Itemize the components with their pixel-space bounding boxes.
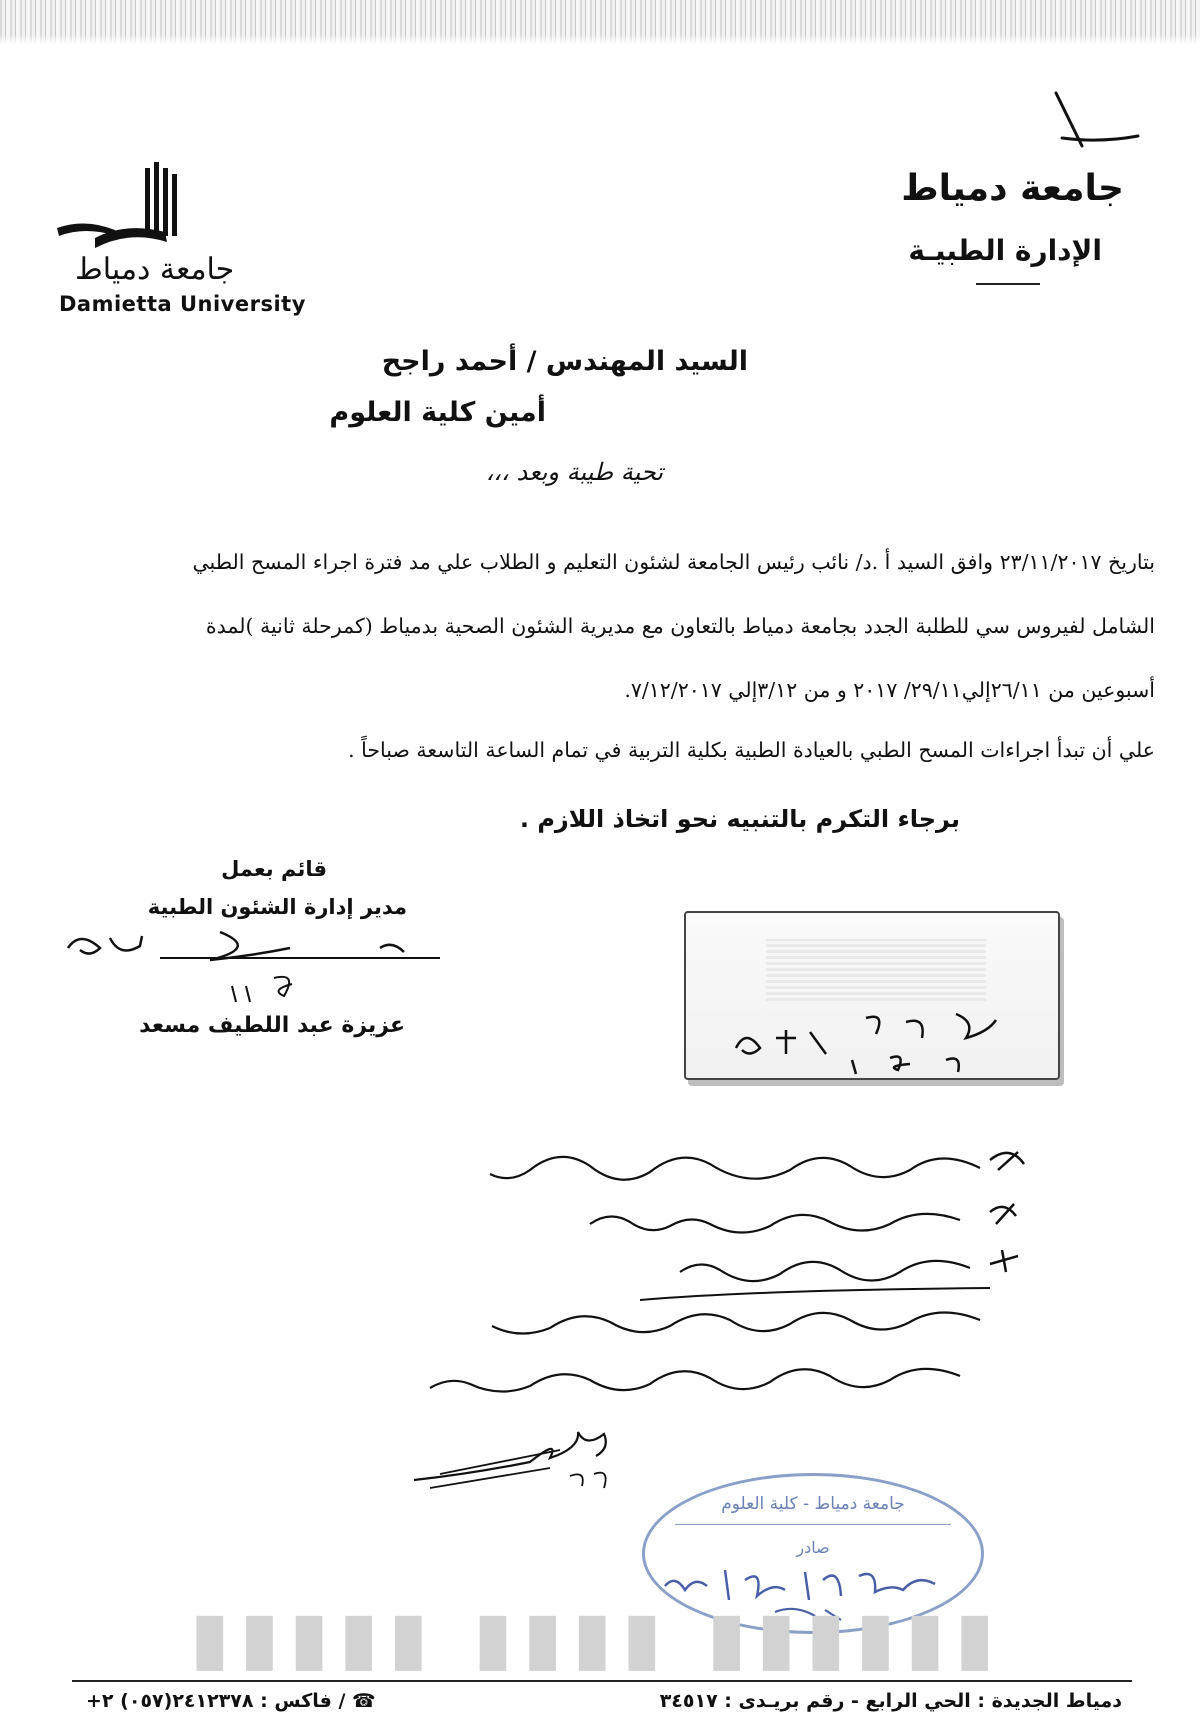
university-heading: جامعة دمياط xyxy=(901,168,1124,209)
department-underline xyxy=(976,283,1040,285)
watermark: ▮▮▮▮▮ ▮▮▮▮ ▮▮▮▮▮▮ xyxy=(190,1595,1005,1679)
handwritten-signature xyxy=(60,918,420,1008)
body-line-start-time: علي أن تبدأ اجراءات المسح الطبي بالعيادة الطبية بكلية التربية في تمام الساعة التاسعة صباحاً . xyxy=(348,738,1155,762)
signature-title: مدير إدارة الشئون الطبية xyxy=(147,895,407,919)
stamp-handwriting xyxy=(726,1008,1046,1078)
addressee-name: السيد المهندس / أحمد راجح xyxy=(381,346,748,377)
footer-contact: ☎ / فاكس : ٢٤١٢٣٧٨(٠٥٧) ٢+ xyxy=(86,1690,376,1712)
closing-request: برجاء التكرم بالتنبيه نحو اتخاذ اللازم . xyxy=(519,805,960,833)
body-line: الشامل لفيروس سي للطلبة الجدد بجامعة دمياط بالتعاون مع مديرية الشئون الصحية بدمياط (كمرحلة ثانية )لمدة xyxy=(205,614,1155,638)
seal-word: صادر xyxy=(796,1538,830,1557)
logo-mark-icon xyxy=(55,160,205,255)
signature-acting: قائم بعمل xyxy=(221,857,327,881)
reviewer-signature xyxy=(410,1418,630,1498)
body-line: أسبوعين من ٢٦/١١إلي٢٩/١١/ ٢٠١٧ و من ٣/١٢إلي ٧/١٢/٢٠١٧. xyxy=(624,678,1155,702)
page-number-mark xyxy=(1050,88,1140,158)
university-logo xyxy=(55,160,306,320)
body-paragraph xyxy=(150,530,1155,722)
logo-english-name: Damietta University xyxy=(59,292,306,316)
received-stamp xyxy=(684,911,1060,1080)
handwritten-notes xyxy=(400,1140,1040,1440)
addressee-title: أمين كلية العلوم xyxy=(329,397,546,428)
footer-divider xyxy=(72,1680,1132,1682)
seal-divider xyxy=(675,1524,951,1525)
body-line: بتاريخ ٢٣/١١/٢٠١٧ وافق السيد أ .د/ نائب رئيس الجامعة لشئون التعليم و الطلاب علي مد فترة اجراء المسح الطبي xyxy=(192,550,1155,574)
greeting: تحية طيبة وبعد ،،، xyxy=(485,458,663,486)
footer-address: دمياط الجديدة : الحي الرابع - رقم بريـدى : ٣٤٥١٧ xyxy=(659,1690,1122,1712)
logo-arabic-name: جامعة دمياط xyxy=(75,252,235,287)
stamp-faded-area xyxy=(766,939,986,1001)
department-heading: الإدارة الطبيـة xyxy=(908,234,1102,267)
seal-title: جامعة دمياط - كلية العلوم xyxy=(721,1494,905,1514)
signatory-name: عزيزة عبد اللطيف مسعد xyxy=(139,1013,405,1038)
scan-artifact-top xyxy=(0,0,1200,44)
